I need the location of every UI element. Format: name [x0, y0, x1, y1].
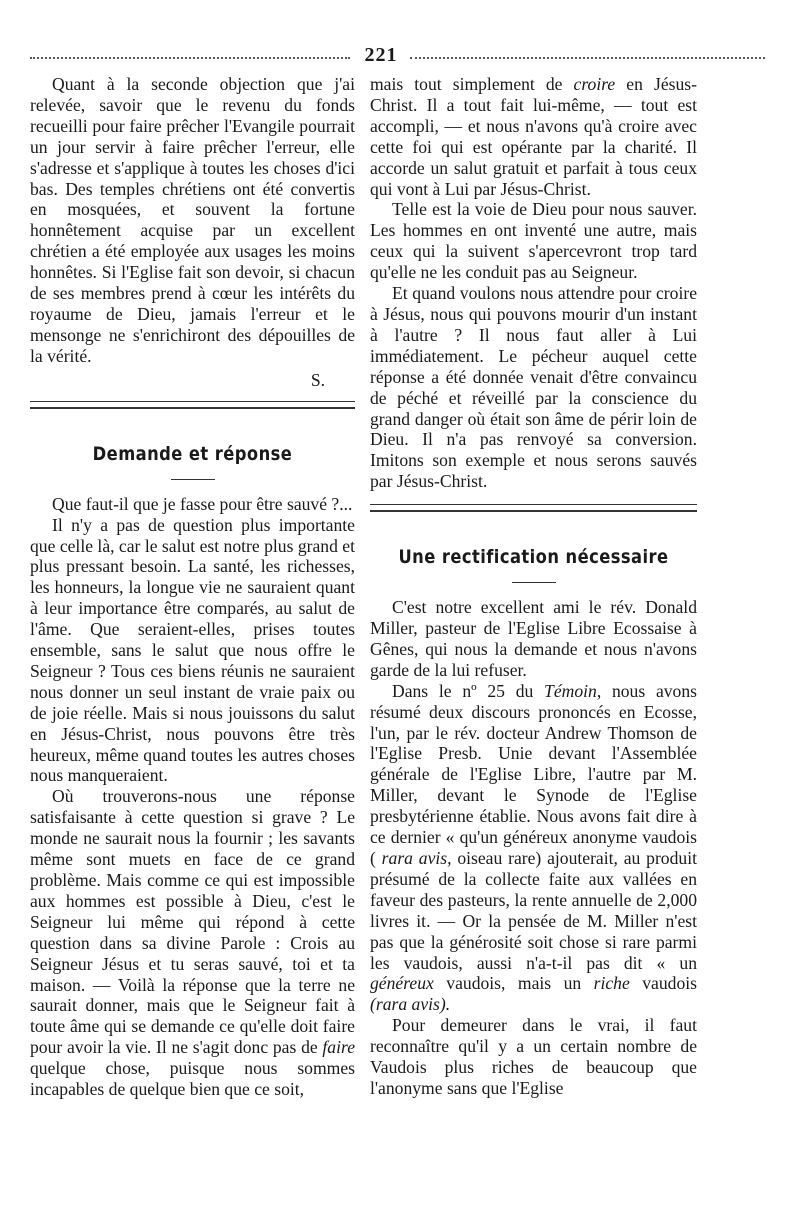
- section-divider: [370, 504, 697, 512]
- emphasis: riche: [593, 973, 630, 994]
- text-run: vaudois: [629, 973, 697, 994]
- paragraph: Il n'y a pas de question plus importante que celle là, car le salut est notre plus grand et plus pressant besoin. La santé, les richesses, les honneurs, la longue vie ne sauraient quant à leur importance être comparés, au salut de l'âme. Que seraient-elles, prises toutes ensemble, sans le salut que nous offre le Seigneur ? Tous ces biens réunis ne sauraient nous donner un seul instant de vraie paix ou de joie réelle. Mais si nous jouissons du salut en Jésus-Christ, nous pouvons être très heureux, même quand toutes les autres choses nous manqueraient.: [30, 514, 355, 786]
- emphasis: faire: [322, 1037, 355, 1058]
- title-dash: [171, 479, 215, 480]
- paragraph: Que faut-il que je fasse pour être sauvé ?...: [52, 493, 353, 514]
- paragraph: Et quand voulons nous attendre pour croire à Jésus, nous qui pouvons mourir d'un instant à l'autre ? Il nous faut aller à Lui immédiatement. Le pécheur auquel cette réponse a été donnée venait d'être convaincu de péché et réveillé par la conscience du grand danger où était son âme de périr loin de Dieu. Il n'a pas renvoyé sa conversion. Imitons son exemple et nous serons sauvés par Jésus-Christ.: [370, 283, 697, 492]
- text-run: , nous avons résumé deux discours prononcés en Ecosse, l'un, par le rév. docteur Andrew Thomson de l'Eglise Presb. Unie devant l'Assemblée générale de l'Eglise Libre, l'autre par M. Miller, devant le Synode de l'Eglise presbytérienne établie. Nous avons fait dire à ce dernier « qu'un généreux anonyme vaudois (: [370, 680, 697, 868]
- header-ornament-right: [410, 57, 765, 59]
- paragraph: Pour demeurer dans le vrai, il faut reconnaître qu'il y a un certain nombre de Vaudois plus riches de beaucoup que l'anonyme sans que l'Eglise: [370, 1015, 697, 1098]
- continued-paragraph: [370, 74, 697, 199]
- page-number: 221: [364, 44, 398, 66]
- paragraph: [370, 681, 697, 1016]
- article-title-demande: Demande et réponse: [92, 442, 293, 465]
- paragraph: C'est notre excellent ami le rév. Donald Miller, pasteur de l'Eglise Libre Ecossaise à Gênes, qui nous la demande et nous n'avons garde de la lui refuser.: [370, 597, 697, 680]
- intro-paragraph: Quant à la seconde objection que j'ai relevée, savoir que le revenu du fonds recueilli pour faire prêcher l'Evangile pourrait un jour servir à faire prêcher l'erreur, elle s'adresse et s'applique à toutes les choses d'ici bas. Des temples chrétiens ont été convertis en mosquées, et souvent la fortune honnêtement acquise par un excellent chrétien a été employée aux usages les moins honnêtes. Si l'Eglise fait son devoir, si chacun de ses membres prend à cœur les intérêts du royaume de Dieu, jamais l'erreur et le mensonge ne s'enrichiront des dépouilles de la vérité.: [30, 74, 355, 366]
- emphasis: (rara avis).: [370, 994, 451, 1015]
- page-header: [30, 44, 765, 74]
- paragraph: Telle est la voie de Dieu pour nous sauver. Les hommes en ont inventé une autre, mais ceux qui la suivent s'apercevront trop tard qu'elle ne les conduit pas au Seigneur.: [370, 199, 697, 283]
- article-title-rectification: Une rectification nécessaire: [398, 546, 669, 569]
- header-ornament-left: [30, 57, 350, 59]
- text-run: Où trouverons-nous une réponse satisfaisante à cette question si grave ? Le monde ne saurait nous la fournir ; les savants même sont muets en face de ce grand problème. Mais comme ce qui est impossible aux hommes est possible à Dieu, c'est le Seigneur lui même qui répond à cette question dans sa divine Parole : Crois au Seigneur Jésus et tu seras sauvé, toi et ta maison. — Voilà la réponse que la terre ne saurait donner, mais que le Seigneur fait à toute âme qui se demande ce qu'elle doit faire pour avoir la vie. Il ne s'agit donc pas de: [30, 786, 355, 1058]
- text-run: vaudois, mais un: [433, 973, 594, 994]
- left-column: [30, 74, 355, 1100]
- text-run: mais tout simplement de: [370, 74, 574, 94]
- text-run: quelque chose, puisque nous sommes incapables de quelque bien que ce soit,: [30, 1058, 355, 1100]
- right-column: [370, 74, 697, 1099]
- emphasis: rara avis,: [381, 848, 452, 868]
- section-divider: [30, 401, 355, 409]
- text-run: oiseau rare) ajouterait, au produit présumé de la collecte faite aux vallées en faveur des pasteurs, la rente annuelle de 2,000 livres it. — Or la pensée de M. Miller n'est pas que la générosité soit chose si rare parmi les vaudois, aussi n'a-t-il pas dit « un: [370, 848, 697, 973]
- emphasis: généreux: [370, 973, 434, 994]
- text-run: en Jésus-Christ. Il a tout fait lui-même, — tout est accompli, — et nous n'avons qu'à croire avec cette foi qui est opérante par la charité. Il accorde un salut gratuit et parfait à tous ceux qui vont à Lui par Jésus-Christ.: [370, 74, 697, 199]
- title-dash: [512, 582, 556, 583]
- paragraph: [30, 786, 355, 1100]
- signature: S.: [310, 369, 325, 390]
- emphasis: Témoin: [544, 680, 597, 701]
- text-run: Dans le nº 25 du: [392, 680, 545, 701]
- emphasis: croire: [573, 74, 616, 94]
